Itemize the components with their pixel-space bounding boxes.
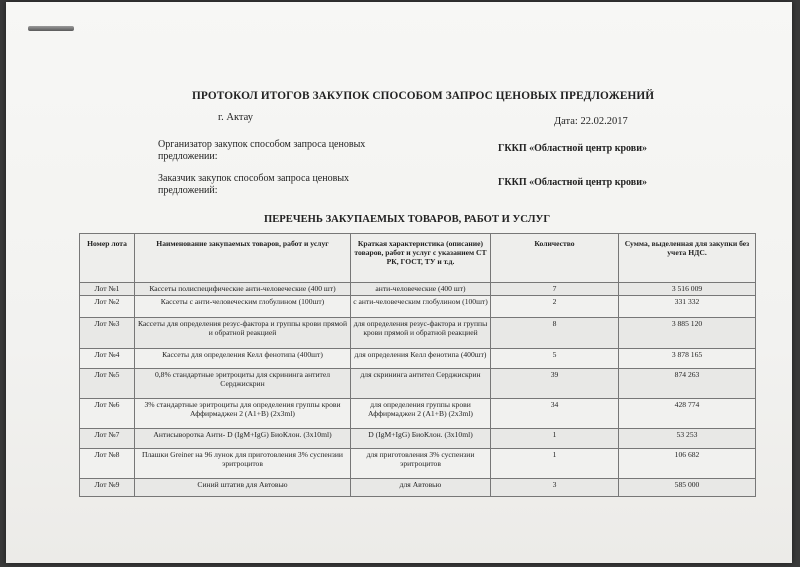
item-sum: 874 263: [619, 369, 756, 399]
item-name: 0,8% стандартные эритроциты для скрининга антител Серджискрин: [135, 369, 351, 399]
item-sum: 106 682: [619, 449, 756, 479]
item-quantity: 34: [491, 399, 619, 429]
date: Дата: 22.02.2017: [554, 116, 628, 127]
item-description: для приготовления 3% суспензии эритроцитов: [351, 449, 491, 479]
item-sum: 331 332: [619, 296, 756, 318]
item-sum: 3 885 120: [619, 318, 756, 349]
header-lot: Номер лота: [80, 234, 135, 283]
header-quantity: Количество: [491, 234, 619, 283]
lot-number: Лот №7: [80, 429, 135, 449]
header-name: Наименование закупаемых товаров, работ и услуг: [135, 234, 351, 283]
item-sum: 3 878 165: [619, 349, 756, 369]
item-description: D (IgM+IgG) БиоКлон. (3х10ml): [351, 429, 491, 449]
item-description: с анти-человеческим глобулином (100шт): [351, 296, 491, 318]
table-row: [80, 449, 756, 479]
item-name: Антисыворотка Анти- D (IgM+IgG) БиоКлон. (3х10ml): [135, 429, 351, 449]
lot-number: Лот №1: [80, 283, 135, 296]
item-sum: 3 516 009: [619, 283, 756, 296]
item-name: Синий штатив для Автовью: [135, 479, 351, 497]
item-name: 3% стандартные эритроциты для определения группы крови Аффирмаджен 2 (А1+В) (2х3ml): [135, 399, 351, 429]
lot-number: Лот №2: [80, 296, 135, 318]
lot-number: Лот №5: [80, 369, 135, 399]
lot-number: Лот №9: [80, 479, 135, 497]
item-quantity: 5: [491, 349, 619, 369]
city: г. Актау: [218, 112, 254, 123]
item-quantity: 39: [491, 369, 619, 399]
item-description: для определения резус-фактора и группы крови прямой и обратной реакцией: [351, 318, 491, 349]
lot-number: Лот №6: [80, 399, 135, 429]
table-row: [80, 318, 756, 349]
organizer-label: Организатор закупок способом запроса ценовых предложении:: [158, 139, 366, 162]
item-description: для скрининга антител Серджискрин: [351, 369, 491, 399]
item-sum: 585 000: [619, 479, 756, 497]
item-quantity: 2: [491, 296, 619, 318]
item-quantity: 1: [491, 449, 619, 479]
customer-value: ГККП «Областной центр крови»: [498, 177, 647, 188]
table-row: [80, 479, 756, 497]
table-header-row: [80, 234, 756, 283]
item-description: для Автовью: [351, 479, 491, 497]
item-sum: 53 253: [619, 429, 756, 449]
lot-number: Лот №8: [80, 449, 135, 479]
organizer-value: ГККП «Областной центр крови»: [498, 143, 647, 154]
item-name: Кассеты полиспецифические анти-человеческие (400 шт): [135, 283, 351, 296]
document-title: ПРОТОКОЛ ИТОГОВ ЗАКУПОК СПОСОБОМ ЗАПРОС ЦЕНОВЫХ ПРЕДЛОЖЕНИЙ: [192, 90, 655, 102]
item-description: для определения Келл фенотипа (400шт): [351, 349, 491, 369]
item-quantity: 7: [491, 283, 619, 296]
lot-number: Лот №3: [80, 318, 135, 349]
header-sum: Сумма, выделенная для закупки без учета НДС.: [619, 234, 756, 283]
item-name: Плашки Greiner на 96 лунок для приготовления 3% суспензии эритроцитов: [135, 449, 351, 479]
goods-list-title: ПЕРЕЧЕНЬ ЗАКУПАЕМЫХ ТОВАРОВ, РАБОТ И УСЛУГ: [264, 214, 551, 225]
item-sum: 428 774: [619, 399, 756, 429]
item-quantity: 3: [491, 479, 619, 497]
item-name: Кассеты для определения резус-фактора и группы крови прямой и обратной реакцией: [135, 318, 351, 349]
staple: [28, 26, 74, 31]
lot-number: Лот №4: [80, 349, 135, 369]
item-quantity: 8: [491, 318, 619, 349]
header-description: Краткая характеристика (описание) товаров, работ и услуг с указанием СТ РК, ГОСТ, ТУ и т.д.: [351, 234, 491, 283]
item-name: Кассеты с анти-человеческим глобулином (100шт): [135, 296, 351, 318]
table-row: [80, 296, 756, 318]
item-quantity: 1: [491, 429, 619, 449]
table-row: [80, 349, 756, 369]
item-name: Кассеты для определения Келл фенотипа (400шт): [135, 349, 351, 369]
table-row: [80, 399, 756, 429]
goods-table: [79, 233, 756, 497]
table-row: [80, 283, 756, 296]
item-description: для определения группы крови Аффирмаджен 2 (А1+В) (2х3ml): [351, 399, 491, 429]
table-row: [80, 429, 756, 449]
table-row: [80, 369, 756, 399]
customer-label: Заказчик закупок способом запроса ценовых предложений:: [158, 173, 350, 196]
item-description: анти-человеческие (400 шт): [351, 283, 491, 296]
